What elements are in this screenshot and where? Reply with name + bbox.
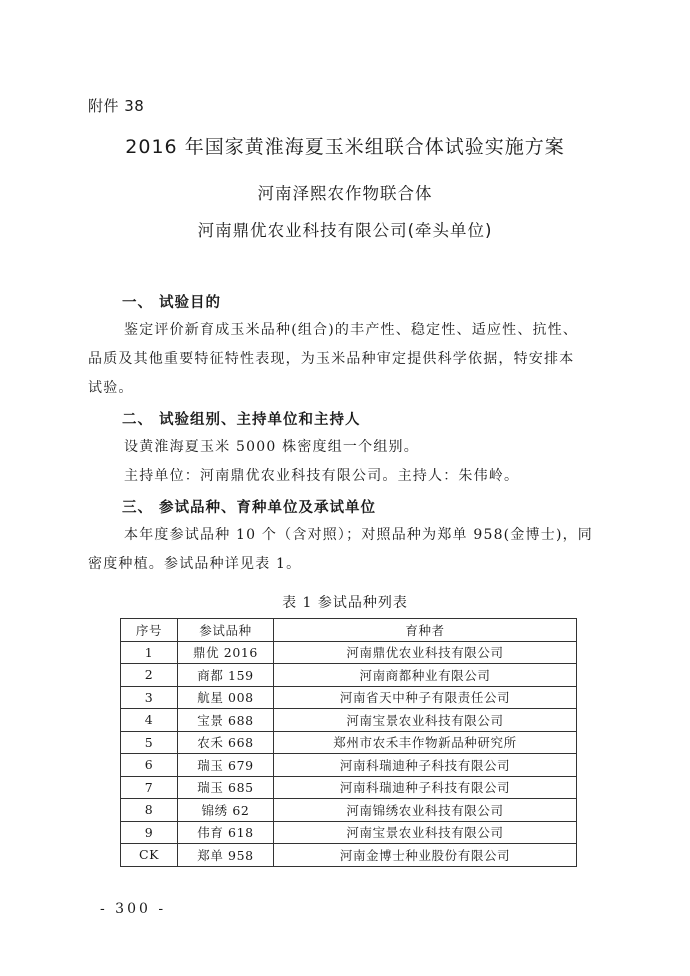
cell-variety: 商都 159	[178, 664, 274, 687]
cell-variety: 郑单 958	[178, 844, 274, 867]
cell-index: 2	[121, 664, 178, 687]
table-row	[121, 799, 577, 822]
cell-variety: 航星 008	[178, 686, 274, 709]
cell-breeder: 河南科瑞迪种子科技有限公司	[274, 754, 577, 777]
cell-breeder: 河南鼎优农业科技有限公司	[274, 641, 577, 664]
page-number: - 300 -	[100, 901, 167, 917]
cell-variety: 宝景 688	[178, 709, 274, 732]
cell-variety: 瑞玉 685	[178, 776, 274, 799]
table-row	[121, 686, 577, 709]
varieties-table	[120, 618, 577, 867]
document-title: 2016 年国家黄淮海夏玉米组联合体试验实施方案	[125, 136, 565, 158]
section-heading-purpose: 一、 试验目的	[122, 295, 222, 311]
table-header-row	[121, 619, 577, 642]
section-varieties-line: 密度种植。参试品种详见表 1。	[88, 556, 302, 572]
section-organization-line: 主持单位：河南鼎优农业科技有限公司。主持人：朱伟岭。	[124, 468, 520, 484]
cell-breeder: 河南宝景农业科技有限公司	[274, 821, 577, 844]
cell-variety: 瑞玉 679	[178, 754, 274, 777]
cell-breeder: 河南宝景农业科技有限公司	[274, 709, 577, 732]
cell-index: 8	[121, 799, 178, 822]
table-row	[121, 709, 577, 732]
cell-index: 7	[121, 776, 178, 799]
section-varieties-line: 本年度参试品种 10 个（含对照）；对照品种为郑单 958(金博士)，同	[124, 527, 594, 543]
cell-breeder: 河南科瑞迪种子科技有限公司	[274, 776, 577, 799]
cell-index: 6	[121, 754, 178, 777]
section-purpose-line: 试验。	[88, 380, 134, 396]
subtitle-lead-unit: 河南鼎优农业科技有限公司(牵头单位)	[197, 221, 493, 240]
cell-breeder: 河南商都种业有限公司	[274, 664, 577, 687]
cell-index: 3	[121, 686, 178, 709]
section-purpose-line: 鉴定评价新育成玉米品种(组合)的丰产性、稳定性、适应性、抗性、	[124, 322, 579, 338]
cell-index: 1	[121, 641, 178, 664]
column-header-index: 序号	[121, 619, 178, 642]
cell-breeder: 河南锦绣农业科技有限公司	[274, 799, 577, 822]
cell-index: CK	[121, 844, 178, 867]
annex-label: 附件 38	[88, 97, 145, 115]
table-caption: 表 1 参试品种列表	[282, 595, 408, 611]
table-row	[121, 776, 577, 799]
table-row	[121, 641, 577, 664]
table-row	[121, 754, 577, 777]
column-header-breeder: 育种者	[274, 619, 577, 642]
cell-index: 4	[121, 709, 178, 732]
cell-breeder: 河南省天中种子有限责任公司	[274, 686, 577, 709]
cell-variety: 伟育 618	[178, 821, 274, 844]
section-purpose-line: 品质及其他重要特征特性表现，为玉米品种审定提供科学依据，特安排本	[88, 351, 575, 367]
cell-variety: 鼎优 2016	[178, 641, 274, 664]
cell-breeder: 河南金博士种业股份有限公司	[274, 844, 577, 867]
section-organization-line: 设黄淮海夏玉米 5000 株密度组一个组别。	[124, 439, 419, 455]
table-row	[121, 664, 577, 687]
subtitle-consortium: 河南泽熙农作物联合体	[257, 184, 433, 203]
column-header-variety: 参试品种	[178, 619, 274, 642]
cell-index: 5	[121, 731, 178, 754]
section-heading-organization: 二、 试验组别、主持单位和主持人	[122, 412, 361, 428]
cell-variety: 锦绣 62	[178, 799, 274, 822]
table-row	[121, 844, 577, 867]
cell-index: 9	[121, 821, 178, 844]
table-row	[121, 821, 577, 844]
section-heading-varieties: 三、 参试品种、育种单位及承试单位	[122, 500, 377, 516]
cell-variety: 农禾 668	[178, 731, 274, 754]
table-row	[121, 731, 577, 754]
cell-breeder: 郑州市农禾丰作物新品种研究所	[274, 731, 577, 754]
